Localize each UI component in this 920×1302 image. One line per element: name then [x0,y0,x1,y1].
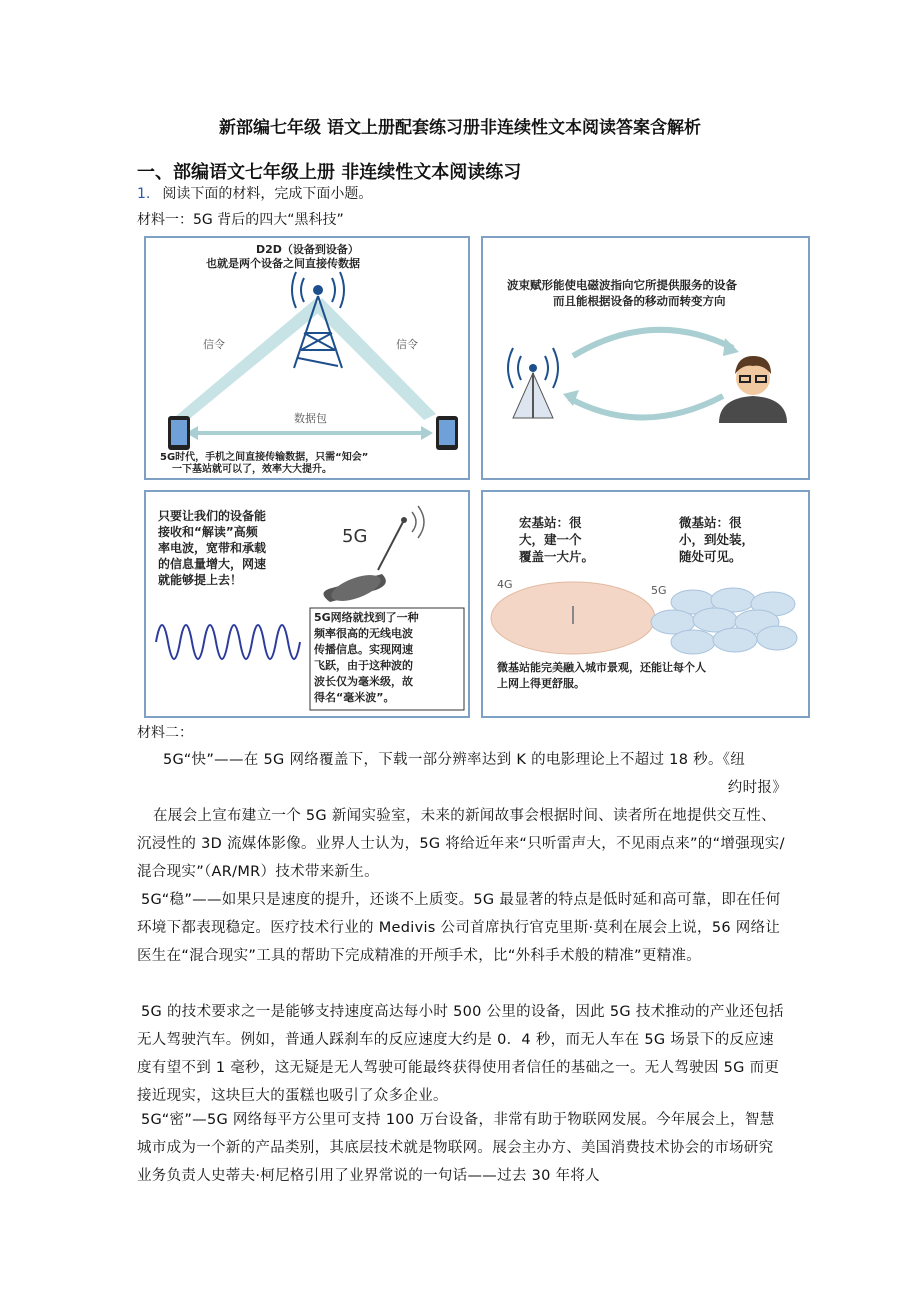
mmwave-line: 的信息量增大，网速 [158,557,267,571]
micro-line: 小，到处装， [679,532,755,547]
mmwave-line: 只要让我们的设备能 [158,509,267,523]
signal-left-label: 信令 [203,338,225,351]
document-title: 新部编七年级 语文上册配套练习册非连续性文本阅读答案含解析 [219,118,701,138]
mmwave-box-line: 5G网络就找到了一种 [314,611,419,624]
person-icon [719,356,787,423]
material1-label: 材料一：5G 背后的四大“黑科技” [137,212,344,228]
d2d-caption2: 一下基站就可以了，效率大大提升。 [172,464,332,475]
data-packet-label: 数据包 [294,412,327,425]
question-line [137,183,372,203]
base-caption2: 上网上得更舒服。 [497,677,585,690]
macro-line: 覆盖一大片。 [519,549,595,564]
label-4g: 4G [497,578,513,591]
mmwave-box-line: 飞跃，由于这种波的 [314,659,413,672]
d2d-caption1: 5G时代，手机之间直接传输数据，只需“知会” [160,452,369,463]
figure-panel-base-stations [481,490,810,718]
micro-coverage [651,588,797,654]
paragraph-driverless: 5G 的技术要求之一是能够支持速度高达每小时 500 公里的设备，因此 5G 技术推动的产业还包括无人驾驶汽车。例如，普通人踩刹车的反应速度大约是 0．4 秒，而无人车在 5G 场景下的反应速度有望不到 1 毫秒，这无疑是无人驾驶可能最终获得使用者信任的基础之一。无人驾驶因 5G 而更接近现实，这块巨大的蛋糕也吸引了众多企业。 [137,1004,784,1104]
d2d-header2: 也就是两个设备之间直接传数据 [206,257,360,270]
mmwave-box-line: 得名“毫米波”。 [314,691,395,704]
antenna-icon [508,348,558,418]
beamforming-text1: 波束赋形能使电磁波指向它所提供服务的设备 [507,278,737,292]
mmwave-line: 率电波，宽带和承载 [158,541,267,555]
figure-panel-beamforming [481,236,810,480]
signal-right-label: 信令 [396,338,418,351]
micro-line: 微基站：很 [679,515,742,530]
d2d-header1: D2D（设备到设备） [256,243,359,256]
wave-graphic [156,625,300,659]
figure-panel-d2d [144,236,470,480]
question-text: 阅读下面的材料，完成下面小题。 [162,186,373,202]
base-caption1: 微基站能完美融入城市景观，还能让每个人 [497,661,706,674]
macro-line: 大，建一个 [519,532,582,547]
mobile-phone-icon [323,506,424,606]
macro-station-text [519,514,594,565]
beamforming-diagram [483,238,808,478]
micro-station-text [679,514,754,565]
paragraph-dense: 5G“密”—5G 网络每平方公里可支持 100 万台设备，非常有助于物联网发展。今年展会上，智慧城市成为一个新的产品类别，其底层技术就是物联网。展会主办方、美国消费技术协会的市场研究业务负责人史蒂夫·柯尼格引用了业界常说的一句话——过去 30 年将人 [137,1112,775,1184]
paragraph-fast-source: 约时报》 [727,780,787,796]
mmwave-box-line: 频率很高的无线电波 [314,627,413,640]
macro-line: 宏基站：很 [519,515,582,530]
figure-panel-mmwave [144,490,470,718]
mmwave-line: 接收和“解读”高频 [158,525,258,539]
mmwave-box-line: 波长仅为毫米级，故 [314,675,413,688]
paragraph-fast: 5G“快”——在 5G 网络覆盖下，下载一部分辨率达到 K 的电影理论上不超过 18 秒。《纽 [163,752,746,768]
mmwave-line: 就能够提上去！ [158,573,243,587]
label-5g: 5G [342,526,368,547]
section-heading: 一、部编语文七年级上册 非连续性文本阅读练习 [137,162,522,183]
paragraph-stable: 5G“稳”——如果只是速度的提升，还谈不上质变。5G 最显著的特点是低时延和高可靠，即在任何环境下都表现稳定。医疗技术行业的 Medivis 公司首席执行官克里斯·莫利在展会上说，56 网络让医生在“混合现实”工具的帮助下完成精准的开颅手术，比“外科手术般的精准”更精准。 [137,892,781,964]
beamforming-text2: 而且能根据设备的移动而转变方向 [553,294,726,308]
material2-label: 材料二： [137,725,193,741]
mmwave-box [314,610,419,706]
mmwave-box-line: 传播信息。实现网速 [314,643,413,656]
d2d-diagram [146,238,468,478]
label-5g-micro: 5G [651,584,667,597]
paragraph-ar: 在展会上宣布建立一个 5G 新闻实验室，未来的新闻故事会根据时间、读者所在地提供交互性、沉浸性的 3D 流媒体影像。业界人士认为，5G 将给近年来“只听雷声大，不见雨点来”的“增强现实/混合现实”（AR/MR）技术带来新生。 [137,808,785,880]
micro-line: 随处可见。 [679,549,742,564]
mmwave-intro [158,508,266,588]
question-number: 1. [137,186,151,202]
